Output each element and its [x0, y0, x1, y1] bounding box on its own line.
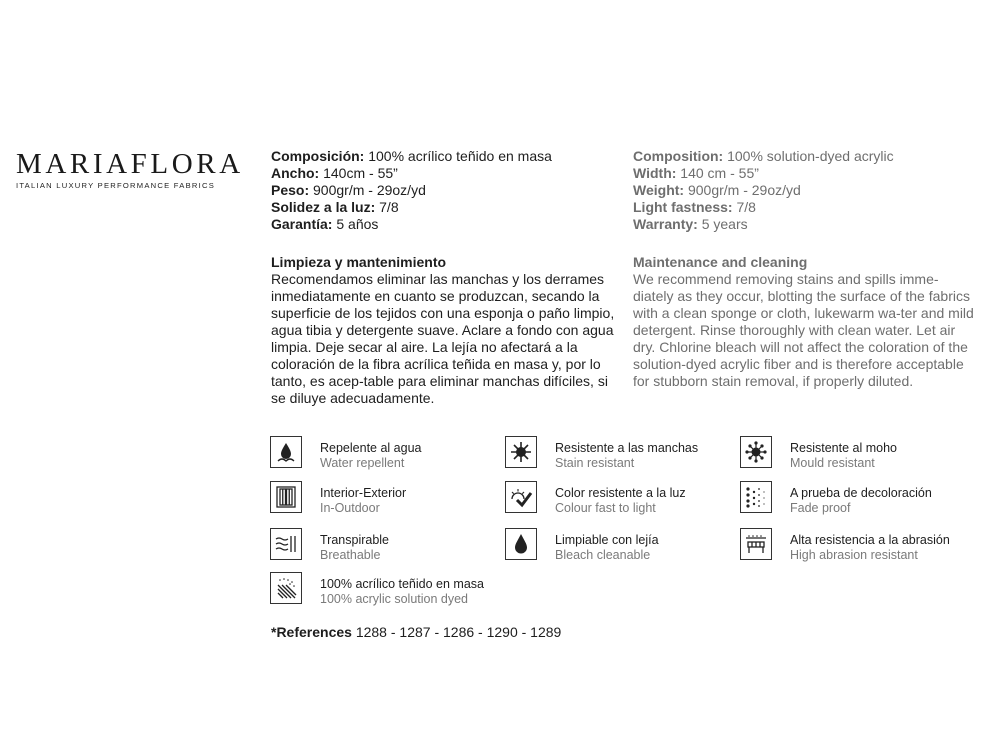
spec-warranty-en: Warranty: 5 years — [633, 216, 748, 232]
spec-weight-en: Weight: 900gr/m - 29oz/yd — [633, 182, 801, 198]
spec-width-en: Width: 140 cm - 55” — [633, 165, 759, 181]
fade-proof-icon — [740, 481, 772, 513]
colour-fast-icon — [505, 481, 537, 513]
maintenance-body-es: Recomendamos eliminar las manchas y los derrames inmediatamente en cuanto se produzcan, secando la superficie de los tejidos con una esponja o paño limpio, agua tibia y detergente suave. Aclare a fondo con agua limpia. Deje secar al aire. La lejía no afectará a la coloración de la fibra acrílica teñida en masa y, por lo tanto, es acep-table para eliminar manchas difíciles, si se diluye adecuadamente. — [271, 271, 615, 406]
maintenance-title-en: Maintenance and cleaning — [633, 254, 808, 270]
abrasion-resistant-icon — [740, 528, 772, 560]
brand-tagline: ITALIAN LUXURY PERFORMANCE FABRICS — [16, 181, 216, 190]
references — [271, 624, 561, 640]
references-values: 1288 - 1287 - 1286 - 1290 - 1289 — [351, 624, 562, 640]
in-outdoor-icon — [270, 481, 302, 513]
english-column — [633, 148, 978, 390]
bleach-cleanable-icon — [505, 528, 537, 560]
maintenance-body-en: We recommend removing stains and spills imme-diately as they occur, blotting the surface of the fabrics with a clean sponge or cloth, lukewarm wa-ter and mild detergent. Rinse thoroughly with clean water. Let air dry. Chlorine bleach will not affect the coloration of the solution-dyed acrylic fiber and is therefore acceptable for stubborn stain removal, if properly diluted. — [633, 271, 974, 389]
brand-logo — [16, 148, 244, 190]
spec-composition-es: Composición: 100% acrílico teñido en masa — [271, 148, 552, 164]
spec-weight-es: Peso: 900gr/m - 29oz/yd — [271, 182, 426, 198]
spec-width-es: Ancho: 140cm - 55” — [271, 165, 398, 181]
stain-resistant-icon — [505, 436, 537, 468]
spanish-column — [271, 148, 616, 407]
maintenance-title-es: Limpieza y mantenimiento — [271, 254, 447, 270]
solution-dyed-icon — [270, 572, 302, 604]
spec-composition-en: Composition: 100% solution-dyed acrylic — [633, 148, 894, 164]
references-label: *References — [271, 624, 352, 640]
mould-resistant-icon — [740, 436, 772, 468]
spec-lightfastness-en: Light fastness: 7/8 — [633, 199, 756, 215]
water-repellent-icon — [270, 436, 302, 468]
spec-warranty-es: Garantía: 5 años — [271, 216, 379, 232]
brand-name: MARIAFLORA — [16, 148, 244, 180]
breathable-icon — [270, 528, 302, 560]
spec-lightfastness-es: Solidez a la luz: 7/8 — [271, 199, 399, 215]
